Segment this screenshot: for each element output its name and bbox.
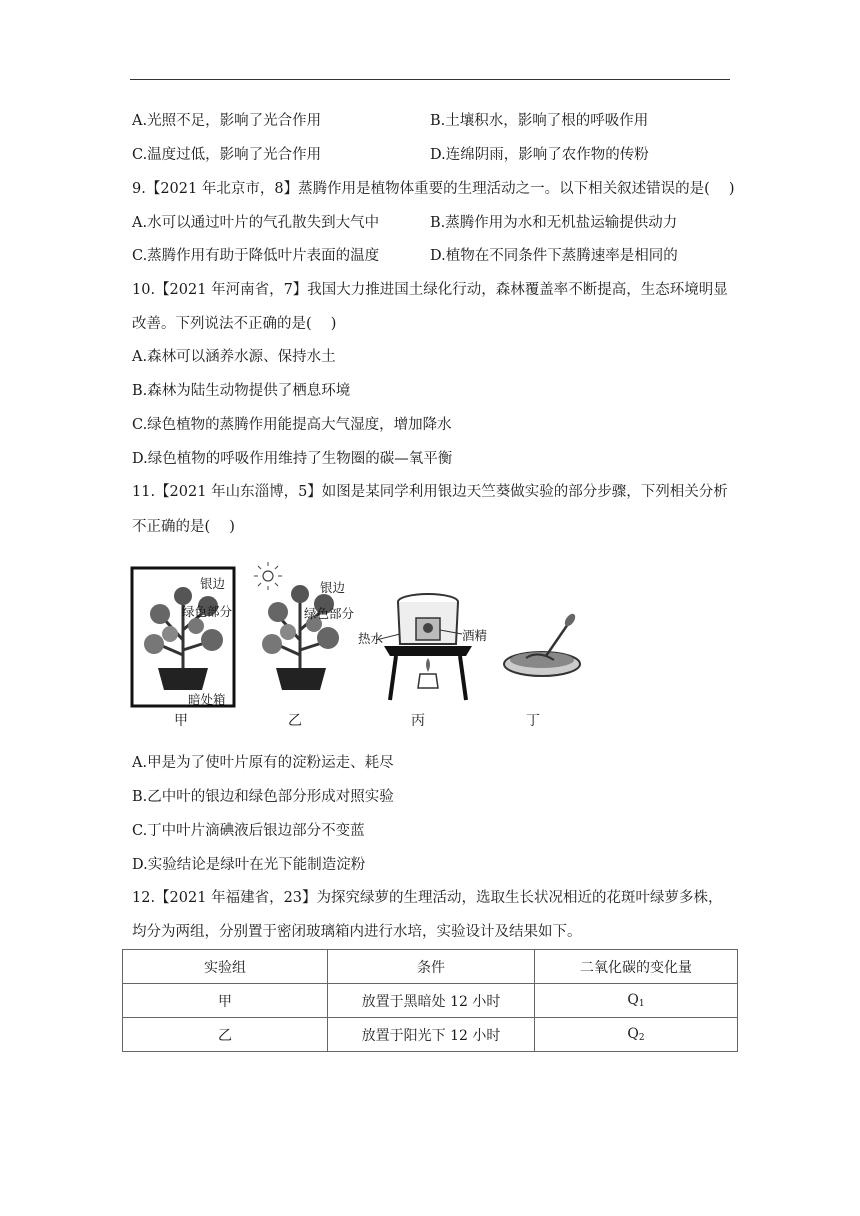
- q-subscript: 1: [638, 999, 645, 1009]
- q9-option-c: C.蒸腾作用有助于降低叶片表面的温度: [132, 248, 380, 264]
- q-subscript: 2: [638, 1033, 645, 1043]
- table-header-group: 实验组: [123, 950, 328, 984]
- q11-option-c: C.丁中叶片滴碘液后银边部分不变蓝: [132, 823, 365, 839]
- q9-option-d: D.植物在不同条件下蒸腾速率是相同的: [430, 248, 678, 264]
- label-green-part-1: 绿色部分: [182, 604, 233, 619]
- table-cell-co2: [535, 984, 738, 1018]
- header-rule: [130, 79, 730, 80]
- q8-option-a: A.光照不足，影响了光合作用: [132, 113, 322, 129]
- q8-option-d: D.连绵阴雨，影响了农作物的传粉: [430, 147, 649, 163]
- q10-option-b: B.森林为陆生动物提供了栖息环境: [132, 383, 351, 399]
- q11-option-a: A.甲是为了使叶片原有的淀粉运走、耗尽: [132, 755, 394, 771]
- q10-stem-line1: 10.【2021 年河南省，7】我国大力推进国土绿化行动，森林覆盖率不断提高，生态环境明显: [132, 282, 728, 298]
- q8-option-c: C.温度过低，影响了光合作用: [132, 147, 322, 163]
- q8-option-b: B.土壤积水，影响了根的呼吸作用: [430, 113, 649, 129]
- caption-yi: 乙: [288, 713, 302, 729]
- table-cell-condition: 放置于阳光下 12 小时: [328, 1018, 535, 1052]
- q11-stem-line1: 11.【2021 年山东淄博，5】如图是某同学利用银边天竺葵做实验的部分步骤，下列相关分析: [132, 484, 728, 500]
- label-green-part-2: 绿色部分: [304, 606, 355, 621]
- table-cell-condition: 放置于黑暗处 12 小时: [328, 984, 535, 1018]
- caption-ding: 丁: [526, 713, 540, 729]
- q10-option-d: D.绿色植物的呼吸作用维持了生物圈的碳—氧平衡: [132, 451, 453, 467]
- q11-option-d: D.实验结论是绿叶在光下能制造淀粉: [132, 857, 366, 873]
- q11-option-b: B.乙中叶的银边和绿色部分形成对照实验: [132, 789, 394, 805]
- label-alcohol: 酒精: [462, 628, 488, 643]
- water-bath-apparatus: [376, 594, 472, 700]
- q12-stem-line1: 12.【2021 年福建省，23】为探究绿萝的生理活动，选取生长状况相近的花斑叶绿萝多株，: [132, 890, 723, 906]
- experiment-table: [122, 949, 738, 1052]
- q10-option-a: A.森林可以涵养水源、保持水土: [132, 349, 336, 365]
- q9-stem: 9.【2021 年北京市，8】蒸腾作用是植物体重要的生理活动之一。以下相关叙述错误的是( ): [132, 181, 735, 197]
- q11-stem-line2: 不正确的是( ): [132, 519, 235, 535]
- q12-stem-line2: 均分为两组，分别置于密闭玻璃箱内进行水培，实验设计及结果如下。: [132, 924, 582, 940]
- label-silver-edge-2: 银边: [320, 580, 346, 595]
- table-row: [123, 984, 738, 1018]
- table-header-row: [123, 950, 738, 984]
- q10-stem-line2: 改善。下列说法不正确的是( ): [132, 316, 337, 332]
- table-header-condition: 条件: [328, 950, 535, 984]
- q9-option-b: B.蒸腾作用为水和无机盐运输提供动力: [430, 215, 678, 231]
- label-hot-water: 热水: [358, 631, 384, 646]
- table-header-co2-change: 二氧化碳的变化量: [535, 950, 738, 984]
- q-symbol: Q: [627, 1026, 639, 1042]
- caption-jia: 甲: [174, 713, 188, 729]
- experiment-figure: [128, 560, 588, 730]
- table-cell-co2: [535, 1018, 738, 1052]
- caption-bing: 丙: [411, 713, 425, 729]
- label-dark-box: 暗处箱: [188, 692, 226, 707]
- label-silver-edge-1: 银边: [200, 576, 226, 591]
- table-cell-group: 甲: [123, 984, 328, 1018]
- q-symbol: Q: [627, 992, 639, 1008]
- petri-dish-with-dropper: [504, 612, 580, 676]
- table-cell-group: 乙: [123, 1018, 328, 1052]
- table-row: [123, 1018, 738, 1052]
- q9-option-a: A.水可以通过叶片的气孔散失到大气中: [132, 215, 380, 231]
- q10-option-c: C.绿色植物的蒸腾作用能提高大气湿度，增加降水: [132, 417, 452, 433]
